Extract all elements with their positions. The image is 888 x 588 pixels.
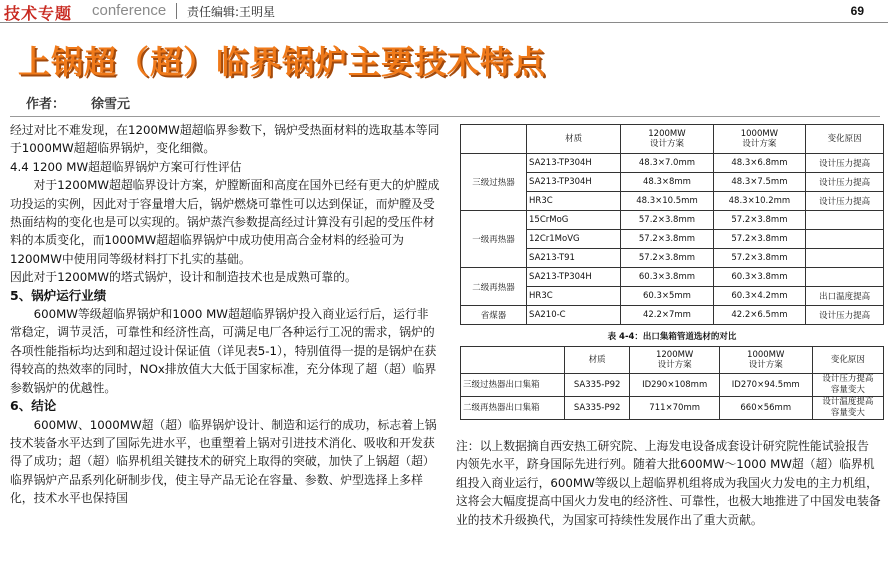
group-name-cell: 一级再热器 <box>461 211 527 268</box>
table-cell: 48.3×7.0mm <box>621 154 713 173</box>
table-cell <box>806 249 884 268</box>
header-cell: 材质 <box>527 125 621 154</box>
table-cell: SA210-C <box>527 306 621 325</box>
table-header-row <box>461 347 884 374</box>
paragraph: 4.4 1200 MW超超临界锅炉方案可行性评估 <box>10 159 242 174</box>
table-cell: 57.2×3.8mm <box>713 211 805 230</box>
article-title: 上锅超（超）临界锅炉主要技术特点 <box>18 43 547 81</box>
table-cell: 660×56mm <box>719 397 812 420</box>
table-cell: SA213-TP304H <box>527 173 621 192</box>
header-cell <box>461 125 527 154</box>
table-cell: 15CrMoG <box>527 211 621 230</box>
table-row <box>461 306 884 325</box>
conference-label: conference <box>92 2 167 19</box>
table-row <box>461 154 884 173</box>
table-cell: 60.3×4.2mm <box>713 287 805 306</box>
header-cell: 1000MW 设计方案 <box>719 347 812 374</box>
table-cell: 57.2×3.8mm <box>621 249 713 268</box>
header-cell: 1000MW 设计方案 <box>713 125 805 154</box>
paragraph: 600MW、1000MW超（超）临界锅炉设计、制造和运行的成功，标志着上锅技术装备水平达到了国际先进水平，也重塑着上锅对引进技术消化、吸收和开发获得了成功；超（超）临界机组关键技术的研究上取得的突破，加快了上锅超（超）临界锅炉产品系列化研制步伐，使主导产品无论在容量、参数、炉型选择上多样化，技术水平也保持国 <box>10 417 437 506</box>
table-cell <box>806 268 884 287</box>
table-cell: 设计压力提高 <box>806 173 884 192</box>
right-column <box>456 437 884 529</box>
group-name-cell: 省煤器 <box>461 306 527 325</box>
table-header-row <box>461 125 884 154</box>
table-row <box>461 268 884 287</box>
header-cell <box>461 347 565 374</box>
paragraph: 经过对比不难发现，在1200MW超超临界参数下，锅炉受热面材料的选取基本等同于1000MW超超临界锅炉，变化细微。 <box>10 123 440 156</box>
paragraph: 因此对于1200MW的塔式锅炉，设计和制造技术也是成熟可靠的。 <box>10 270 357 285</box>
group-name-cell: 三级过热器 <box>461 154 527 211</box>
header-cell: 1200MW 设计方案 <box>630 347 719 374</box>
header-cell: 材质 <box>564 347 630 374</box>
table-cell: SA335-P92 <box>564 397 630 420</box>
table-cell: 42.2×6.5mm <box>713 306 805 325</box>
section-brand: 技术专题 <box>4 4 73 23</box>
left-column <box>10 121 440 508</box>
table-cell: 48.3×10.5mm <box>621 192 713 211</box>
page-header <box>0 0 888 23</box>
table-row <box>461 374 884 397</box>
table-cell: 设计压力提高 容量变大 <box>812 374 883 397</box>
table-cell: 48.3×7.5mm <box>713 173 805 192</box>
table-cell: 48.3×8mm <box>621 173 713 192</box>
table-cell: 60.3×5mm <box>621 287 713 306</box>
table-caption: 表 4-4：出口集箱管道选材的对比 <box>607 332 737 342</box>
table-cell: 60.3×3.8mm <box>713 268 805 287</box>
author-name: 徐雪元 <box>91 97 131 112</box>
table-cell: 57.2×3.8mm <box>713 230 805 249</box>
group-name-cell: 二级再热器 <box>461 268 527 306</box>
table-cell: 48.3×6.8mm <box>713 154 805 173</box>
author-line <box>26 93 130 112</box>
superheater-material-table <box>460 124 884 325</box>
table-cell: 12Cr1MoVG <box>527 230 621 249</box>
table-cell: ID290×108mm <box>630 374 719 397</box>
table-cell: 二级再热器出口集箱 <box>461 397 565 420</box>
table-row <box>461 397 884 420</box>
table-cell: ID270×94.5mm <box>719 374 812 397</box>
table-row <box>461 211 884 230</box>
table-cell <box>806 230 884 249</box>
table-cell: SA213-T91 <box>527 249 621 268</box>
paragraph: 对于1200MW超超临界设计方案，炉膛断面和高度在国外已经有更大的炉膛成功投运的实例，因此对于容量增大后，锅炉燃烧可靠性可以达到保证，而炉膛及受热面结构的变化也是可以实现的。锅炉蒸汽参数提高经过计算没有引起的受压件材料的本质变化，而1000MW超超临界锅炉中成功使用高合金材料的经验可为1200MW中使用同等级材料打下扎实的基础。 <box>10 178 440 266</box>
section-heading: 5、锅炉运行业绩 <box>10 287 107 303</box>
conclusion-continued: 内领先水平，跻身国际先进行列。随着大批600MW～1000 MW超（超）临界机组投入商业运行，600MW等级以上超临界机组将成为我国火力发电的主力机组，这将会大幅度提高中国火力发电的经济性、可靠性，也极大地推进了中国发电装备业的技术升级换代，为国家可持续性发展作出了重大贡献。 <box>456 457 881 527</box>
table-cell: SA213-TP304H <box>527 154 621 173</box>
table-cell: SA213-TP304H <box>527 268 621 287</box>
table-cell: 设计压力提高 <box>806 306 884 325</box>
table-cell: SA335-P92 <box>564 374 630 397</box>
table-cell: 57.2×3.8mm <box>621 211 713 230</box>
table-cell: 设计压力提高 <box>806 192 884 211</box>
header-cell: 变化原因 <box>812 347 883 374</box>
table-cell: 设计温度提高 容量变大 <box>812 397 883 420</box>
table-cell: HR3C <box>527 192 621 211</box>
table-cell: 60.3×3.8mm <box>621 268 713 287</box>
table-cell: 设计压力提高 <box>806 154 884 173</box>
paragraph: 600MW等级超临界锅炉和1000 MW超超临界锅炉投入商业运行后，运行非常稳定，调节灵活，可靠性和经济性高，可满足电厂各种运行工况的需求，锅炉的各项性能指标均达到和超过设计保证值（详见表5-1），特别值得一提的是锅炉在获得较高的热效率的同时，NOx排放值大大低于国家标准，充分体现了超（超）临界参数锅炉的优越性。 <box>10 307 437 395</box>
table-cell: 711×70mm <box>630 397 719 420</box>
title-rule <box>10 116 880 117</box>
table-cell: 48.3×10.2mm <box>713 192 805 211</box>
table-cell <box>806 211 884 230</box>
table-cell: 57.2×3.8mm <box>713 249 805 268</box>
table-cell: 三级过热器出口集箱 <box>461 374 565 397</box>
header-pipe-material-table <box>460 346 884 420</box>
author-label: 作者： <box>26 97 66 112</box>
data-source-note: 注：以上数据摘自西安热工研究院、上海发电设备成套设计研究院性能试验报告 <box>456 439 869 453</box>
page-number: 69 <box>850 4 864 18</box>
header-divider <box>176 3 177 19</box>
section-heading: 6、结论 <box>10 398 57 414</box>
table-cell: 出口温度提高 <box>806 287 884 306</box>
editor-credit: 责任编辑:王明星 <box>187 5 276 19</box>
header-cell: 1200MW 设计方案 <box>621 125 713 154</box>
table-cell: HR3C <box>527 287 621 306</box>
table-cell: 57.2×3.8mm <box>621 230 713 249</box>
table-cell: 42.2×7mm <box>621 306 713 325</box>
header-cell: 变化原因 <box>806 125 884 154</box>
